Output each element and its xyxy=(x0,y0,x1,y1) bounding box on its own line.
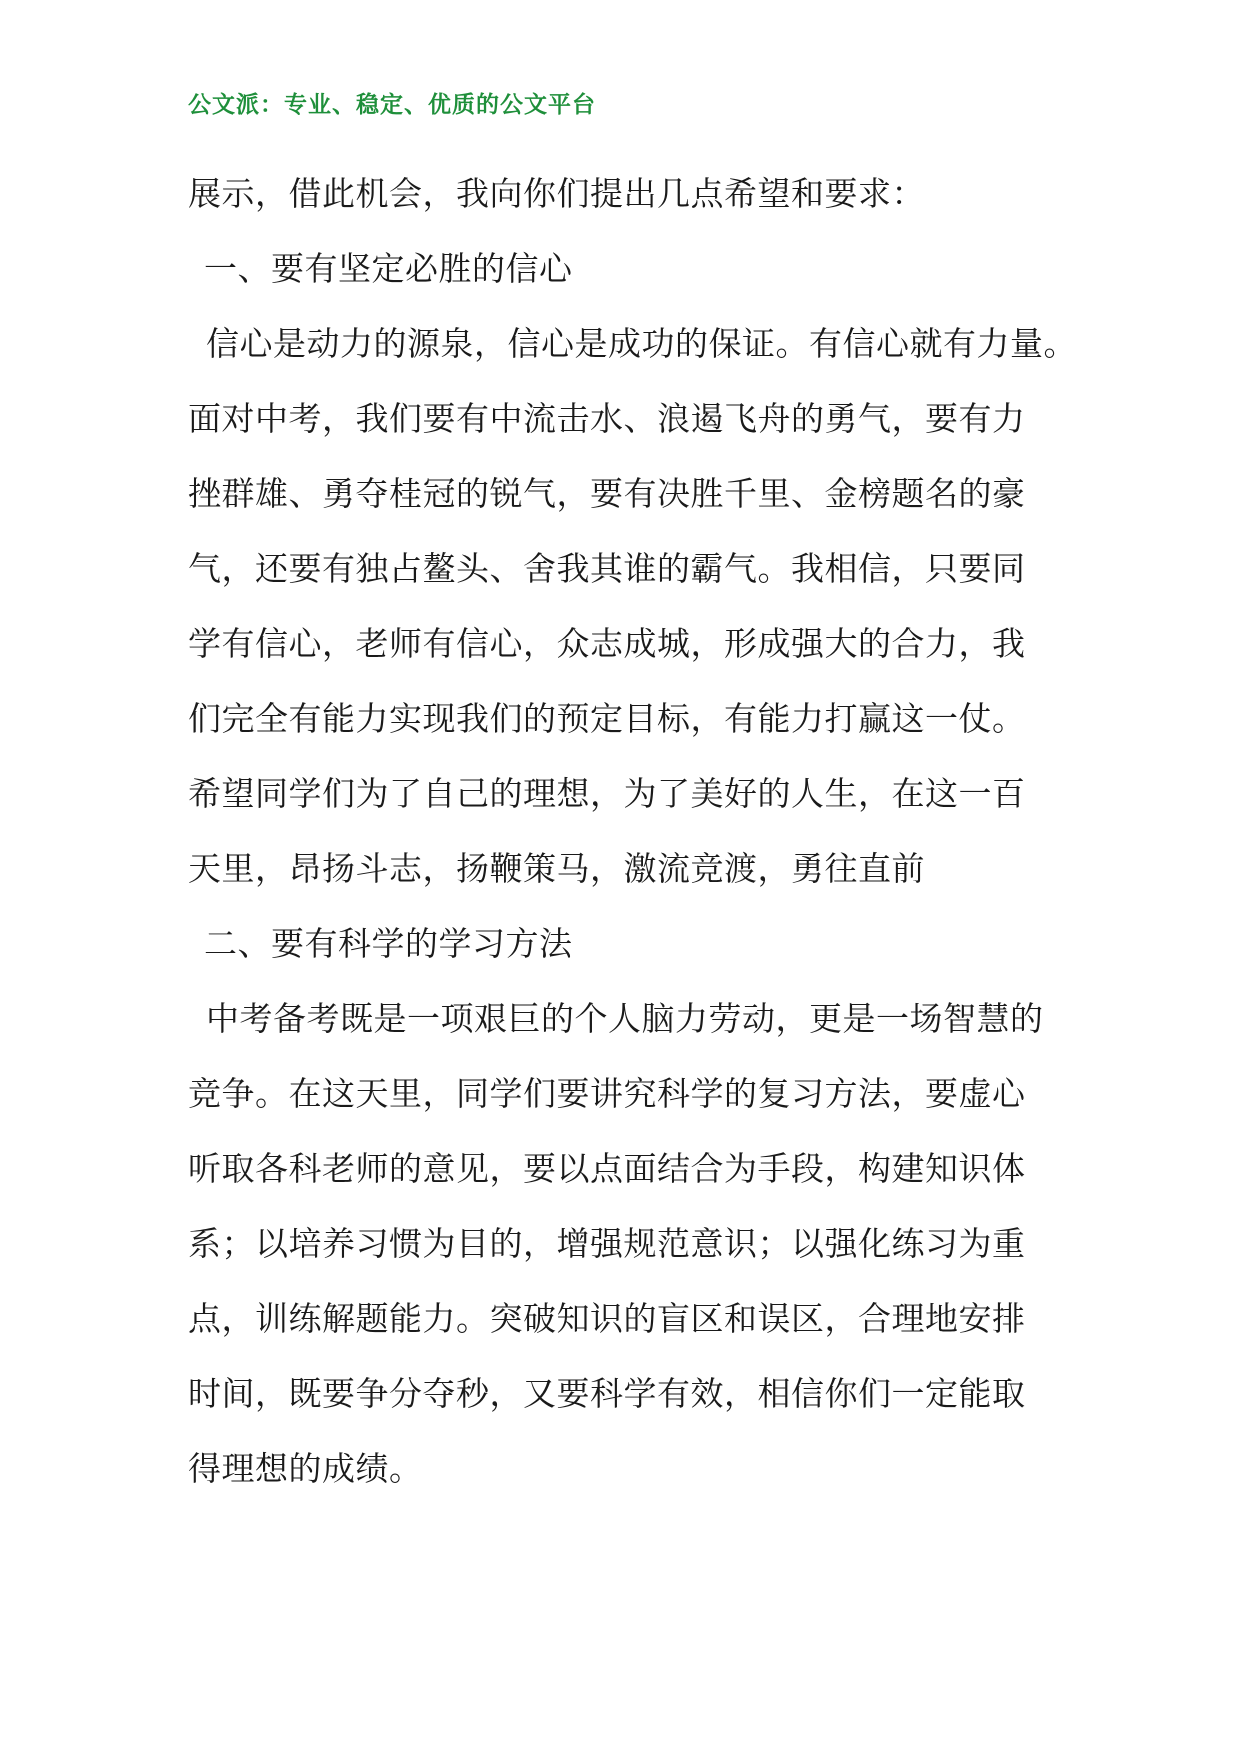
document-body xyxy=(188,156,1077,1506)
paragraph-line: 希望同学们为了自己的理想，为了美好的人生，在这一百 xyxy=(188,774,1026,813)
paragraph-line: 点，训练解题能力。突破知识的盲区和误区，合理地安排 xyxy=(188,1299,1026,1338)
paragraph-line: 听取各科老师的意见，要以点面结合为手段，构建知识体 xyxy=(188,1149,1026,1188)
paragraph-line: 得理想的成绩。 xyxy=(188,1449,423,1488)
paragraph-line: 面对中考，我们要有中流击水、浪遏飞舟的勇气，要有力 xyxy=(188,399,1026,438)
paragraph-line: 信心是动力的源泉，信心是成功的保证。有信心就有力量。 xyxy=(206,324,1077,363)
intro-line: 展示，借此机会，我向你们提出几点希望和要求： xyxy=(188,174,925,213)
section2-heading: 二、要有科学的学习方法 xyxy=(204,924,573,963)
paragraph-line: 天里，昂扬斗志，扬鞭策马，激流竞渡，勇往直前 xyxy=(188,849,925,888)
platform-tagline: 公文派：专业、稳定、优质的公文平台 xyxy=(188,92,596,118)
paragraph-line: 系；以培养习惯为目的，增强规范意识；以强化练习为重 xyxy=(188,1224,1026,1263)
paragraph-line: 学有信心，老师有信心，众志成城，形成强大的合力，我 xyxy=(188,624,1026,663)
paragraph-line: 气，还要有独占鳌头、舍我其谁的霸气。我相信，只要同 xyxy=(188,549,1026,588)
section1-heading: 一、要有坚定必胜的信心 xyxy=(204,249,573,288)
paragraph-line: 时间，既要争分夺秒，又要科学有效，相信你们一定能取 xyxy=(188,1374,1026,1413)
paragraph-line: 们完全有能力实现我们的预定目标，有能力打赢这一仗。 xyxy=(188,699,1026,738)
paragraph-line: 中考备考既是一项艰巨的个人脑力劳动，更是一场智慧的 xyxy=(206,999,1044,1038)
paragraph-line: 挫群雄、勇夺桂冠的锐气，要有决胜千里、金榜题名的豪 xyxy=(188,474,1026,513)
paragraph-line: 竞争。在这天里，同学们要讲究科学的复习方法，要虚心 xyxy=(188,1074,1026,1113)
